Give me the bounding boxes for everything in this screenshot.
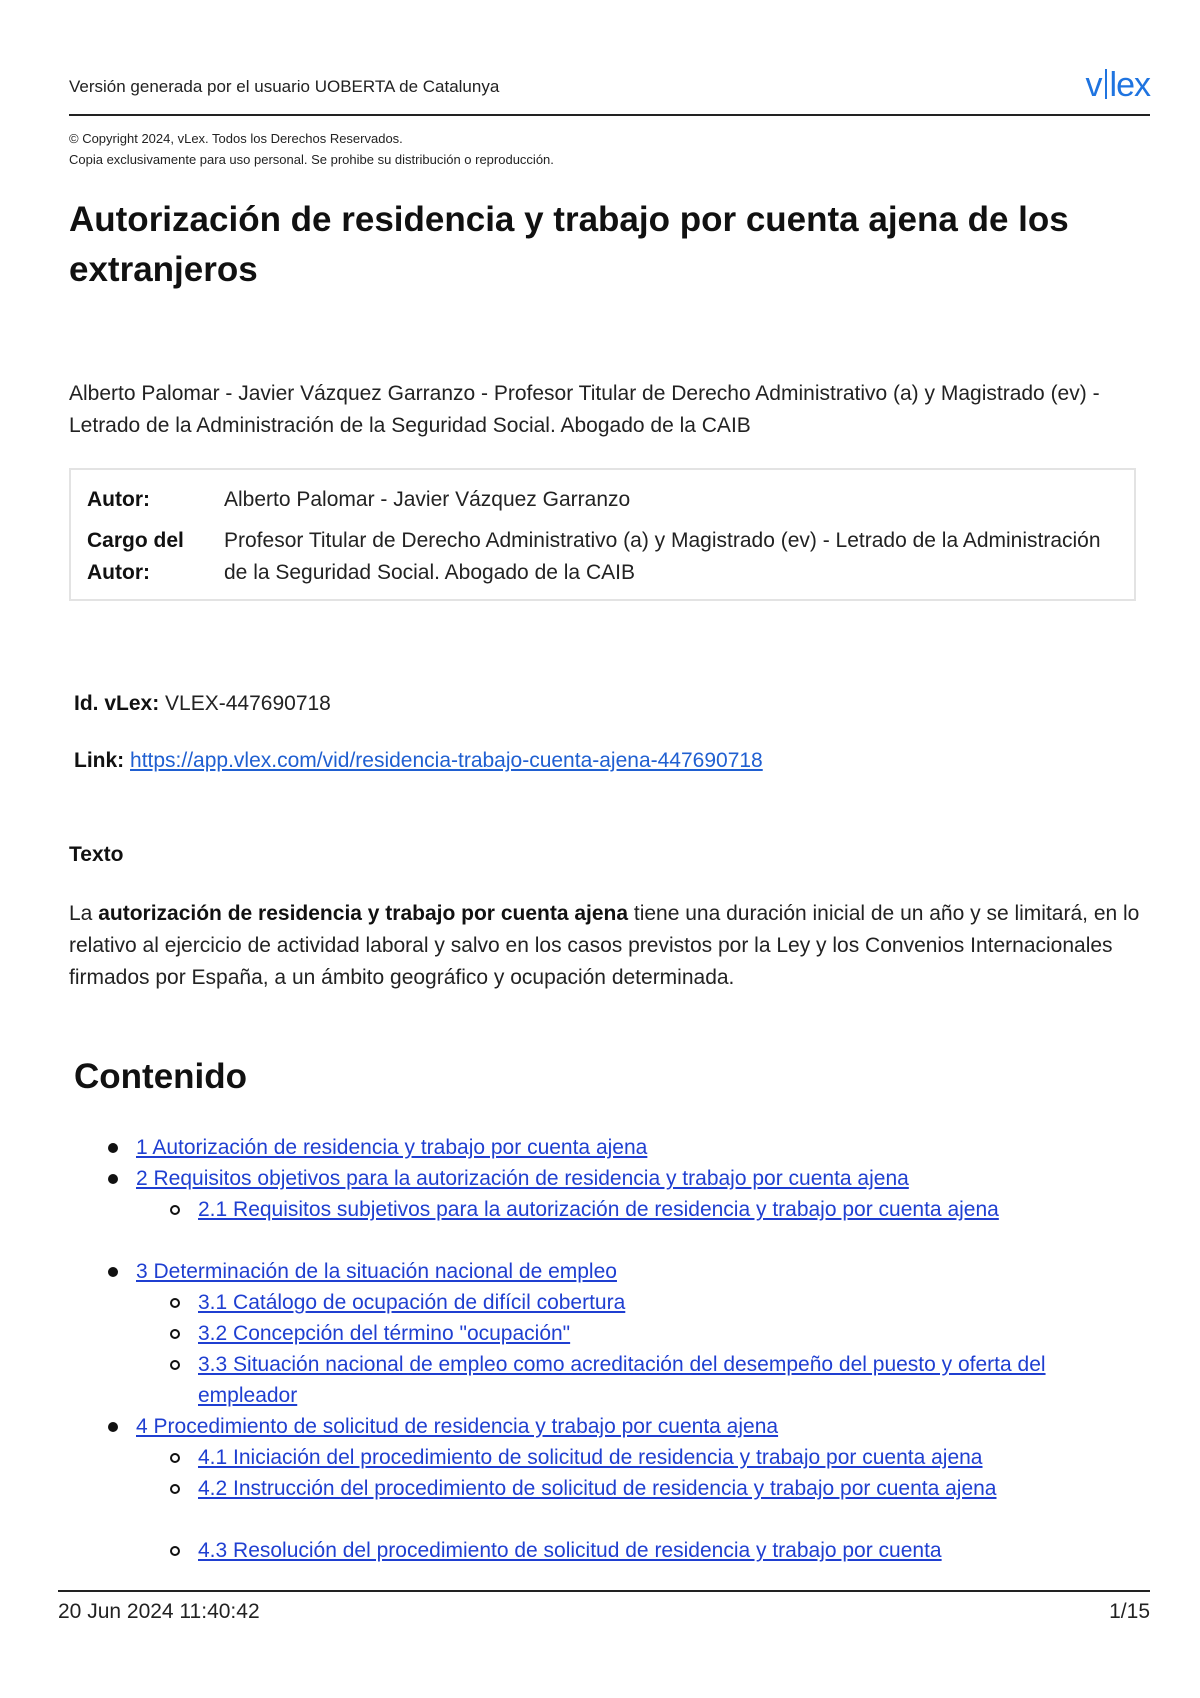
vlex-id-value: VLEX-447690718 <box>165 692 331 715</box>
body-bold-term: autorización de residencia y trabajo por cuenta ajena <box>98 902 629 925</box>
copyright-line: © Copyright 2024, vLex. Todos los Derechos Reservados. <box>69 131 403 146</box>
usage-restriction-line: Copia exclusivamente para uso personal. Se prohibe su distribución o reproducción. <box>69 152 554 167</box>
bullet-icon <box>108 1174 118 1184</box>
toc-link[interactable]: 3.2 Concepción del término "ocupación" <box>198 1322 571 1345</box>
circle-bullet-icon <box>170 1360 180 1370</box>
document-subtitle: Alberto Palomar - Javier Vázquez Garranzo - Profesor Titular de Derecho Administrativo (a) y Magistrado (ev) - Letrado de la Administración de la Seguridad Social. Abogado de la CAIB <box>69 382 1100 437</box>
logo-left: v <box>1085 66 1102 104</box>
page-footer <box>58 1590 1150 1623</box>
author-info-box <box>69 468 1136 601</box>
circle-bullet-icon <box>170 1329 180 1339</box>
bullet-icon <box>108 1422 118 1432</box>
vlex-id-row <box>74 692 331 716</box>
vlex-id-label: Id. vLex: <box>74 692 160 715</box>
page-number: 1/15 <box>1109 1600 1150 1623</box>
toc-link[interactable]: 4.3 Resolución del procedimiento de solicitud de residencia y trabajo por cuenta <box>198 1539 942 1562</box>
generation-datetime: 20 Jun 2024 11:40:42 <box>58 1600 260 1623</box>
circle-bullet-icon <box>170 1205 180 1215</box>
toc-link[interactable]: 4 Procedimiento de solicitud de residencia y trabajo por cuenta ajena <box>136 1415 779 1438</box>
author-label: Autor: <box>87 488 150 511</box>
generated-by-text: Versión generada por el usuario UOBERTA de Catalunya <box>69 77 500 96</box>
body-rest: tiene una duración inicial de un año y se limitará, en lo relativo al ejercicio de actividad laboral y salvo en los casos previstos por la Ley y los Convenios Internacionales firmados por España, a un ámbito geográfico y ocupación determinada. <box>69 902 1140 989</box>
texto-heading: Texto <box>69 843 124 866</box>
bullet-icon <box>108 1143 118 1153</box>
toc-link[interactable]: 3.3 Situación nacional de empleo como acreditación del desempeño del puesto y oferta del empleador <box>198 1353 1046 1407</box>
page-header <box>69 68 1150 116</box>
body-paragraph <box>69 898 1144 994</box>
circle-bullet-icon <box>170 1546 180 1556</box>
toc-link[interactable]: 3.1 Catálogo de ocupación de difícil cobertura <box>198 1291 626 1314</box>
position-value: Profesor Titular de Derecho Administrativo (a) y Magistrado (ev) - Letrado de la Administración de la Seguridad Social. Abogado de la CAIB <box>224 529 1101 584</box>
author-value: Alberto Palomar - Javier Vázquez Garranzo <box>224 488 631 511</box>
contents-heading: Contenido <box>74 1057 248 1096</box>
position-label: Cargo del Autor: <box>87 529 184 584</box>
copyright-notice <box>69 128 554 170</box>
circle-bullet-icon <box>170 1453 180 1463</box>
document-title: Autorización de residencia y trabajo por cuenta ajena de los extranjeros <box>69 200 1069 289</box>
toc-link[interactable]: 2.1 Requisitos subjetivos para la autorización de residencia y trabajo por cuenta ajena <box>198 1198 999 1221</box>
vlex-logo <box>1086 66 1150 105</box>
link-label: Link: <box>74 749 125 772</box>
circle-bullet-icon <box>170 1484 180 1494</box>
link-row <box>74 749 763 773</box>
bullet-icon <box>108 1267 118 1277</box>
logo-bar <box>1105 69 1107 99</box>
circle-bullet-icon <box>170 1298 180 1308</box>
body-prefix: La <box>69 902 99 925</box>
toc-link[interactable]: 1 Autorización de residencia y trabajo por cuenta ajena <box>136 1136 648 1159</box>
logo-right: lex <box>1109 66 1150 104</box>
toc-link[interactable]: 2 Requisitos objetivos para la autorización de residencia y trabajo por cuenta ajena <box>136 1167 909 1190</box>
toc-link[interactable]: 4.2 Instrucción del procedimiento de solicitud de residencia y trabajo por cuenta ajena <box>198 1477 997 1500</box>
toc-link[interactable]: 4.1 Iniciación del procedimiento de solicitud de residencia y trabajo por cuenta ajena <box>198 1446 983 1469</box>
document-link[interactable]: https://app.vlex.com/vid/residencia-trabajo-cuenta-ajena-447690718 <box>130 749 763 772</box>
toc-link[interactable]: 3 Determinación de la situación nacional de empleo <box>136 1260 617 1283</box>
